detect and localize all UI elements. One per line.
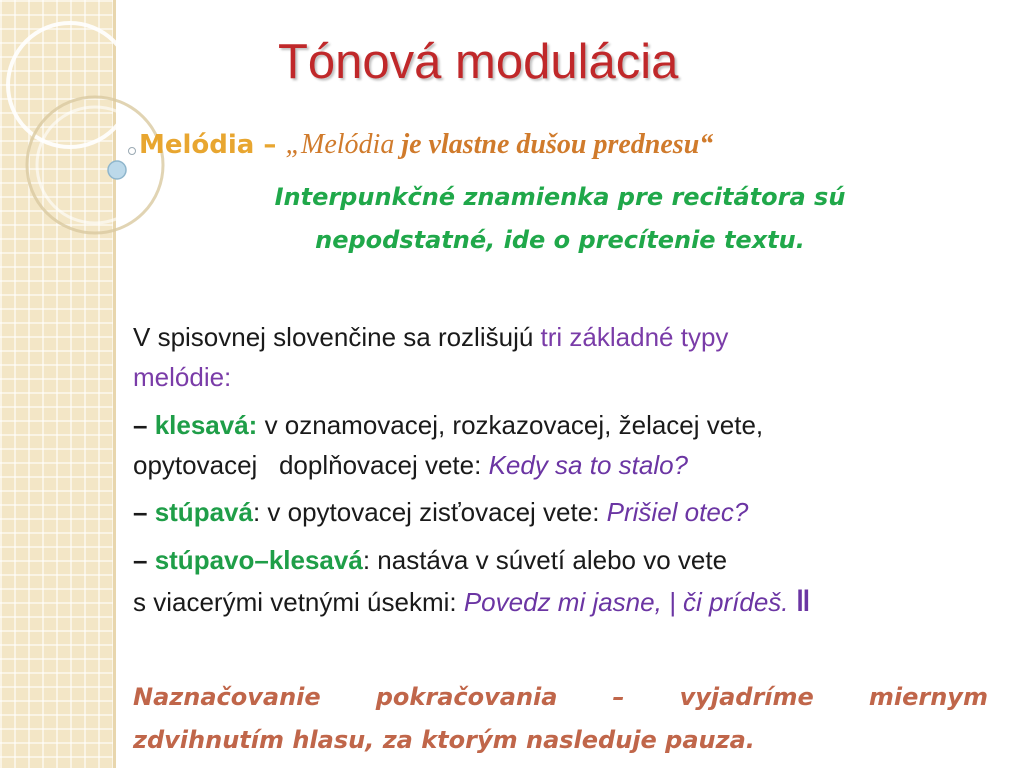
type-falling-text: v oznamovacej, rozkazovacej, želacej vete, bbox=[257, 410, 764, 440]
type-rising-name: stúpavá bbox=[154, 497, 253, 527]
type-falling-line-1 bbox=[133, 410, 763, 441]
deco-ring-small bbox=[27, 97, 163, 233]
slide-title: Tónová modulácia bbox=[278, 35, 679, 89]
closing-word: miernym bbox=[868, 683, 988, 711]
closing-word: vyjadríme bbox=[679, 683, 814, 711]
melody-quote-rest: je vlastne dušou prednesu“ bbox=[394, 129, 714, 160]
closing-word: Naznačovanie bbox=[133, 683, 321, 711]
closing-word: – bbox=[612, 683, 625, 711]
dash: – bbox=[133, 497, 155, 527]
type-rising-example: Prišiel otec? bbox=[606, 497, 749, 527]
closing-word: pokračovania bbox=[375, 683, 558, 711]
green-note-line-1: Interpunkčné znamienka pre recitátora sú bbox=[274, 183, 846, 211]
type-rising-falling-text: : nastáva v súvetí alebo vo vete bbox=[362, 545, 728, 575]
type-rising-falling-line-2 bbox=[133, 585, 811, 619]
bullet-circle-icon bbox=[128, 147, 136, 155]
type-rising-text: : v opytovacej zisťovacej vete: bbox=[252, 497, 607, 527]
type-rising-falling-line-1 bbox=[133, 545, 727, 576]
closing-line-2: zdvihnutím hlasu, za ktorým nasleduje pauza. bbox=[133, 726, 755, 754]
type-falling-name: klesavá: bbox=[154, 410, 258, 440]
melody-label: Melódia – bbox=[139, 130, 286, 160]
type-falling-example: Kedy sa to stalo? bbox=[488, 450, 689, 480]
closing-line-1 bbox=[133, 683, 988, 711]
dash: – bbox=[133, 545, 155, 575]
dash: – bbox=[133, 410, 155, 440]
green-note-line-2: nepodstatné, ide o precítenie textu. bbox=[315, 226, 805, 254]
deco-blue-dot bbox=[108, 161, 126, 179]
melody-bullet bbox=[139, 129, 713, 161]
type-rising-falling-example: Povedz mi jasne, | či prídeš. bbox=[463, 587, 789, 617]
intro-highlight-2: melódie: bbox=[133, 362, 232, 392]
melody-quote-open: „Melódia bbox=[285, 129, 395, 160]
type-falling-text2: opytovacej doplňovacej vete: bbox=[133, 450, 489, 480]
intro-line-1 bbox=[133, 322, 728, 353]
type-rising-line bbox=[133, 497, 748, 528]
intro-highlight-1: tri základné typy bbox=[540, 322, 729, 352]
deco-ring-large bbox=[8, 23, 132, 147]
type-rising-falling-text2: s viacerými vetnými úsekmi: bbox=[133, 587, 464, 617]
pause-bar-symbol: ‖ bbox=[795, 585, 811, 618]
type-rising-falling-name: stúpavo–klesavá bbox=[154, 545, 363, 575]
type-falling-line-2 bbox=[133, 450, 688, 481]
intro-text: V spisovnej slovenčine sa rozlišujú bbox=[133, 322, 541, 352]
deco-ring-inner bbox=[37, 107, 153, 223]
